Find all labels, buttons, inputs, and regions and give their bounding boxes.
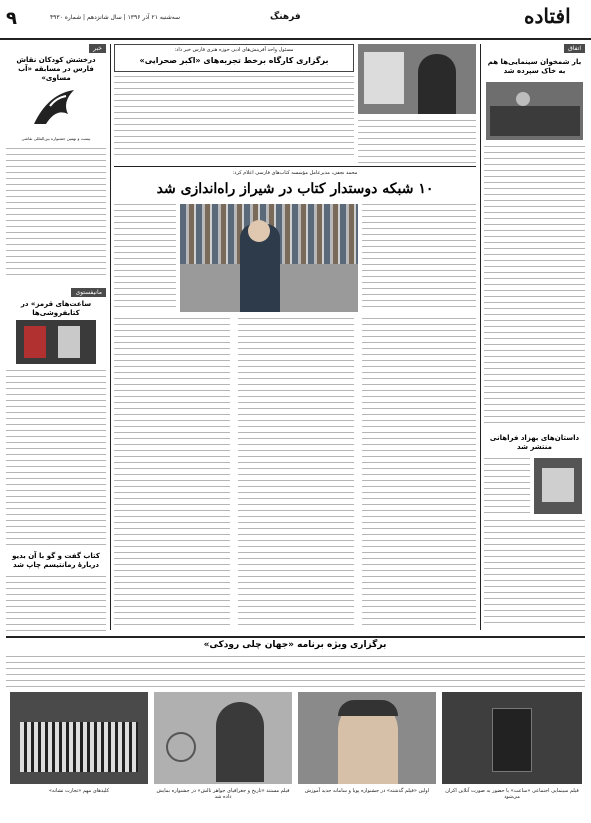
story-body <box>484 520 585 628</box>
story-body <box>484 458 530 514</box>
photo-caption: کلیدهای مهم «تجارت نشانه» <box>48 788 110 794</box>
left-column <box>6 44 106 634</box>
column-tag: خبر <box>89 44 106 53</box>
story-title: داستان‌های بهزاد فراهانی منتشر شد <box>489 434 580 451</box>
story-body <box>6 576 106 634</box>
main-title: ۱۰ شبکه دوستدار کتاب در شیراز راه‌اندازی شد <box>156 181 434 197</box>
column-divider <box>110 44 111 630</box>
story-body <box>362 204 476 312</box>
bookstore-photo <box>180 204 358 312</box>
story-body <box>238 318 354 630</box>
dateline: سه‌شنبه ۲۱ آذر ۱۳۹۶ | سال شانزدهم | شماره ۴۹۳۰ <box>49 14 180 21</box>
column-divider <box>480 44 481 630</box>
main-kicker: محمد نجفی، مدیرعامل مؤسسه کتاب‌های فارسی اعلام کرد: <box>232 170 358 176</box>
story-body <box>114 204 176 312</box>
story-body <box>362 318 476 630</box>
story-title: بار شمخوان سینمایی‌ها هم به خاک سپرده شد <box>487 58 582 75</box>
divider <box>6 636 585 638</box>
photo-caption: اولین «فیلم گذشته» در جشنواره پویا و سامانه جدید آموزش <box>304 788 430 794</box>
story-body <box>114 318 230 630</box>
column-tag: مانیفستوی <box>71 288 106 297</box>
logo-caption: بیست و نهمین جشنواره بین‌المللی نقاشی <box>21 136 91 141</box>
bottom-photo-4 <box>442 692 582 784</box>
photo-caption: فیلم سینمایی اجتماعی «ساعت» با حضور به صورت آنلاین اکران می‌شود <box>445 788 579 800</box>
story-body <box>114 76 354 160</box>
bird-logo-icon <box>26 84 86 134</box>
masthead <box>0 0 591 40</box>
bottom-title: برگزاری ویژه برنامه «جهان چلی رودکی» <box>203 640 387 650</box>
story-body <box>6 656 585 690</box>
story-body <box>6 148 106 276</box>
page-number: ۹ <box>6 8 17 29</box>
right-column <box>484 44 585 630</box>
divider <box>114 166 476 167</box>
section-title: فرهنگ <box>270 12 301 22</box>
book-cover-image <box>16 320 96 364</box>
story-title: کتاب گفت و گو با آن بدیو دربارهٔ رمانتیسم چاپ شد <box>12 552 100 569</box>
column-tag: اتفاق <box>564 44 585 53</box>
story-title: برگزاری کارگاه برخط تجربه‌های «اکبر صحرایی» <box>139 56 329 65</box>
funeral-photo <box>486 82 583 140</box>
story-title: ساعت‌های قرمز» در کتابفروشی‌ها <box>20 300 92 317</box>
story-kicker: مسئول واحد آفرینش‌های ادبی حوزه هنری فارس خبر داد: <box>174 47 294 53</box>
story-body <box>6 370 106 545</box>
bottom-photo-3 <box>298 692 436 784</box>
portrait-photo <box>358 44 476 114</box>
newspaper-logo: افتاده <box>524 4 571 28</box>
top-story-header <box>114 44 354 72</box>
story-body <box>358 120 476 164</box>
bird-logo <box>26 84 86 134</box>
photo-caption: فیلم مستند «تاریخ و جغرافیای جواهر تالش» در جشنواره نمایش داده شد <box>156 788 290 800</box>
book-cover-image <box>534 458 582 514</box>
bottom-photo-1 <box>10 692 148 784</box>
story-body <box>484 146 585 426</box>
story-title: درخشش کودکان نقاش فارس در مسابقه «آب مساوی» <box>16 56 96 82</box>
bottom-photo-2 <box>154 692 292 784</box>
